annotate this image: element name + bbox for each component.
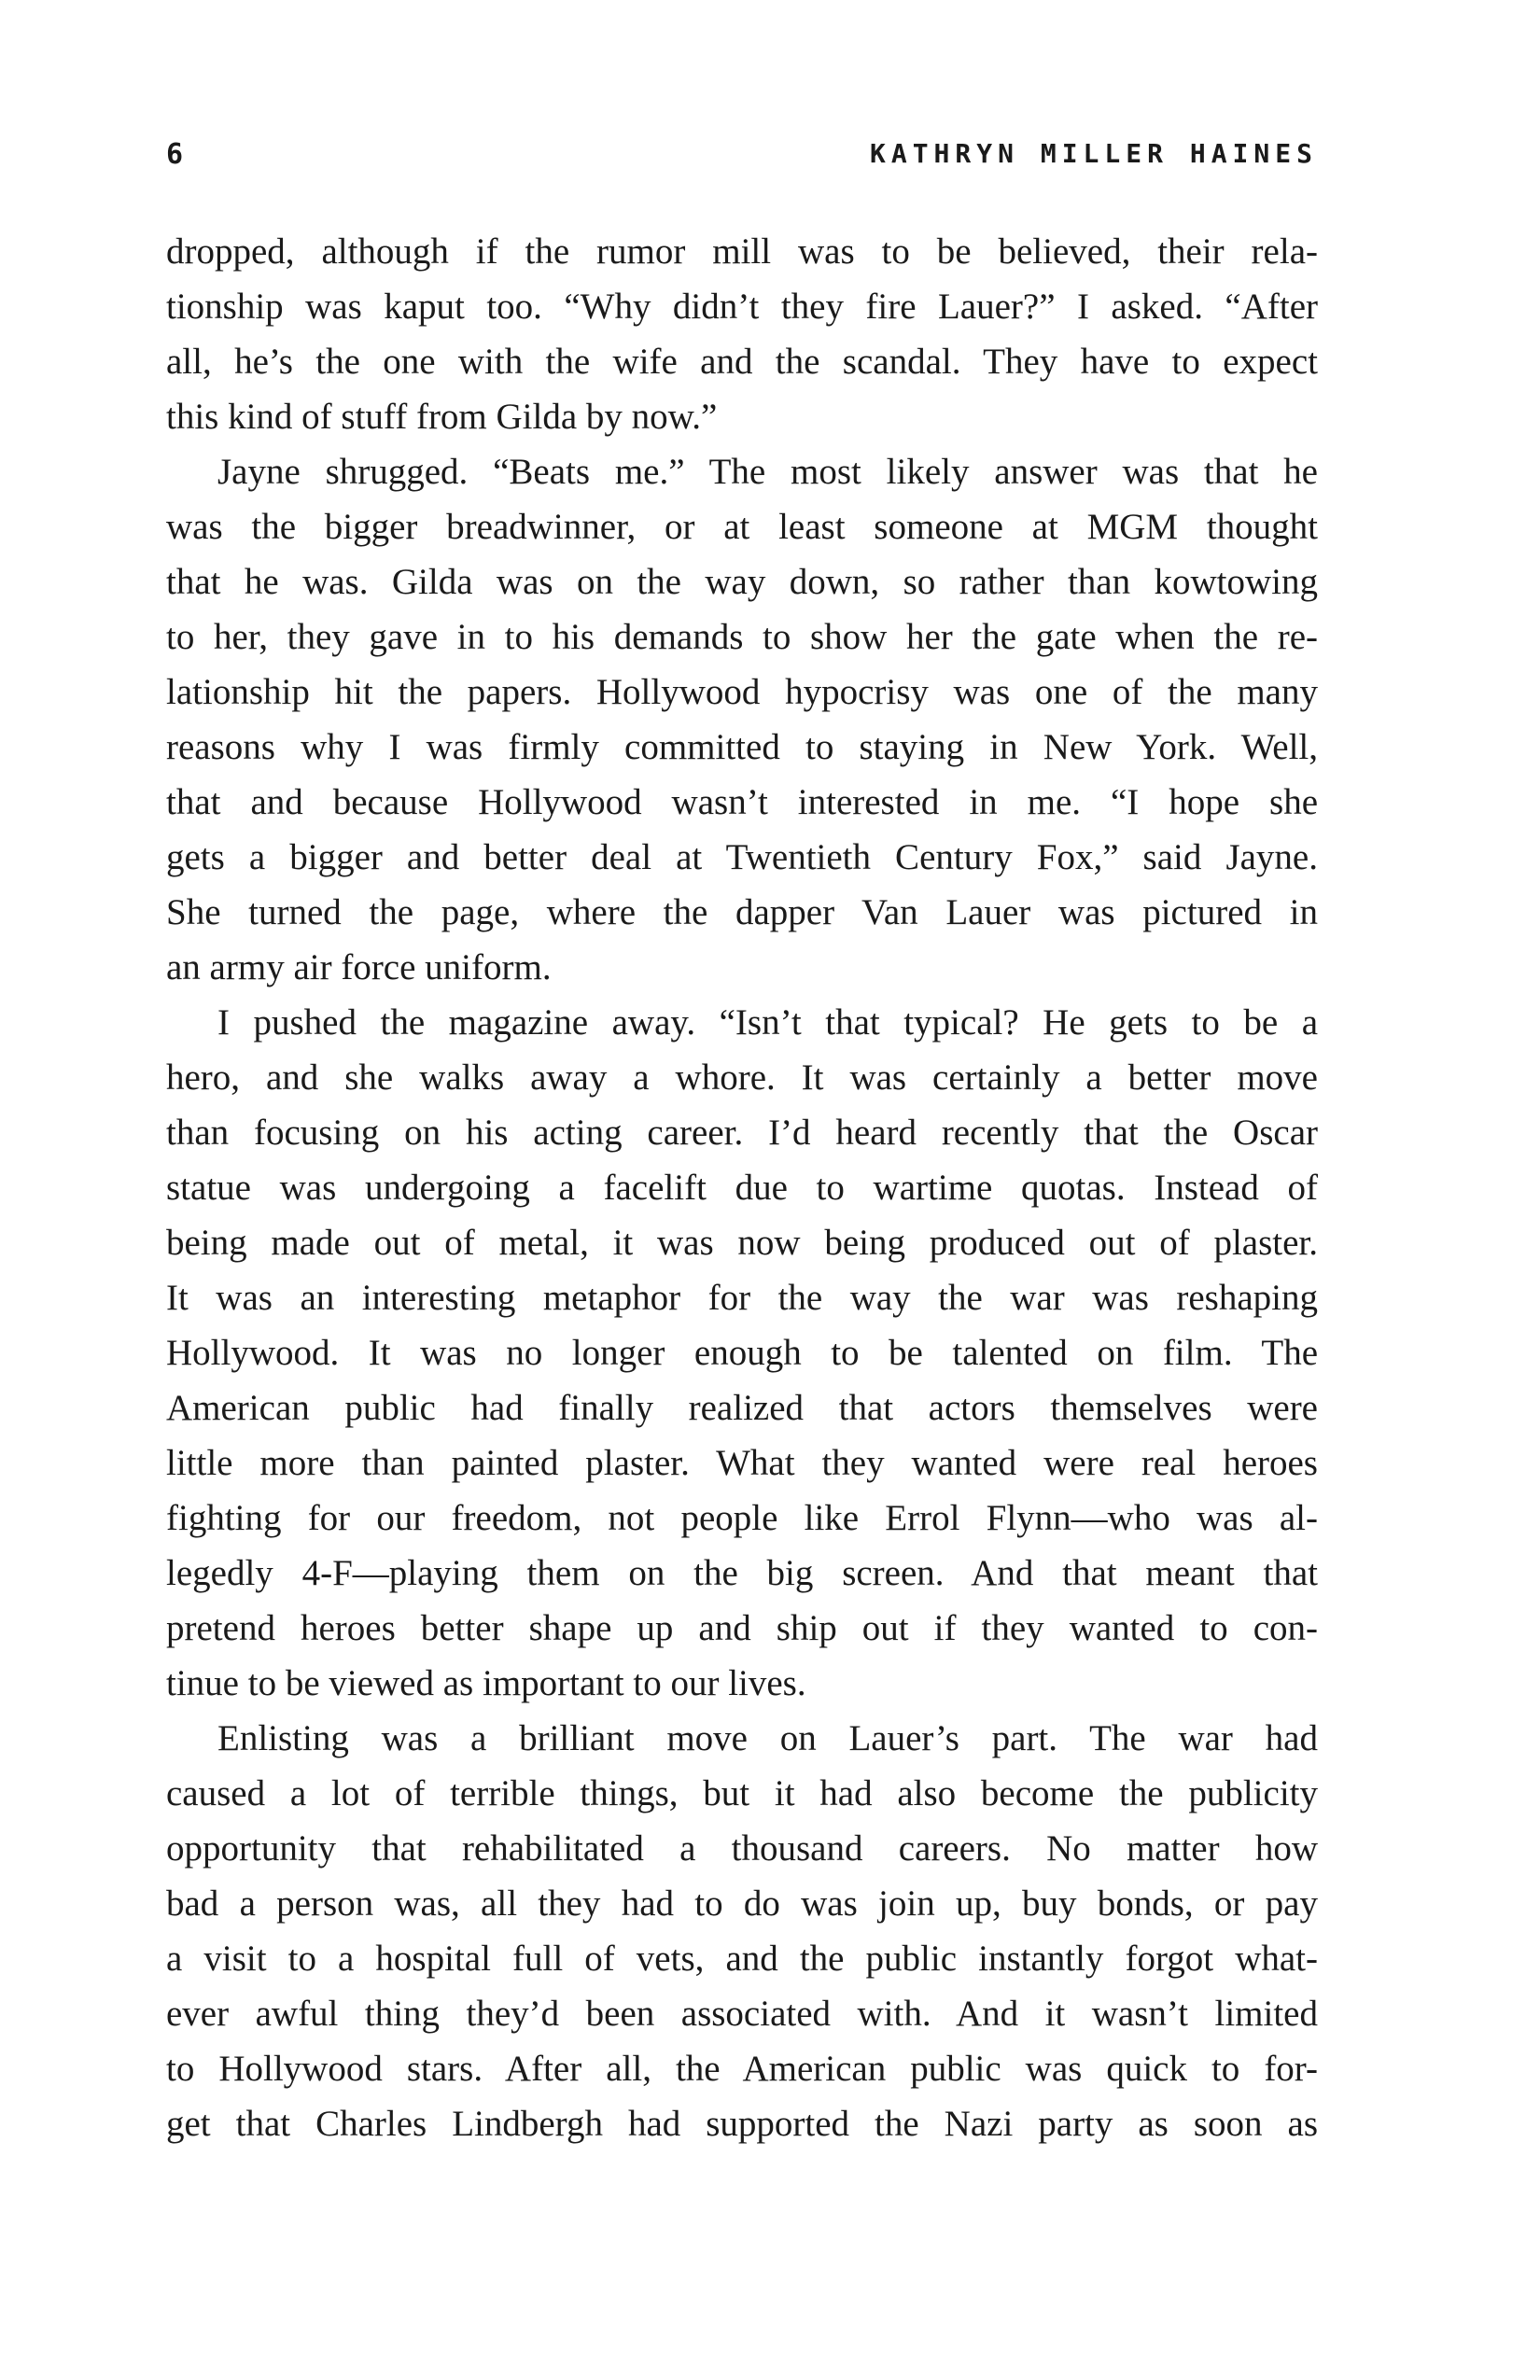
text-line: fighting for our freedom, not people like Errol Flynn—who was al- <box>166 1498 1318 1538</box>
text-line: tionship was kaput too. “Why didn’t they fire Lauer?” I asked. “After <box>166 287 1318 327</box>
text-line: hero, and she walks away a whore. It was certainly a better move <box>166 1057 1318 1098</box>
text-line: It was an interesting metaphor for the way the war was reshaping <box>166 1278 1318 1318</box>
text-line: legedly 4-F—playing them on the big screen. And that meant that <box>166 1553 1318 1593</box>
text-line: statue was undergoing a facelift due to wartime quotas. Instead of <box>166 1168 1318 1208</box>
text-line: that and because Hollywood wasn’t interested in me. “I hope she <box>166 782 1318 822</box>
page-number: 6 <box>166 138 186 171</box>
text-line: opportunity that rehabilitated a thousand careers. No matter how <box>166 1828 1318 1869</box>
running-head <box>166 138 1318 185</box>
text-line: pretend heroes better shape up and ship out if they wanted to con- <box>166 1608 1318 1648</box>
text-line: Hollywood. It was no longer enough to be talented on film. The <box>166 1333 1318 1373</box>
text-line: tinue to be viewed as important to our lives. <box>166 1663 806 1703</box>
text-line: get that Charles Lindbergh had supported the Nazi party as soon as <box>166 2104 1318 2144</box>
text-line: to Hollywood stars. After all, the American public was quick to for- <box>166 2049 1318 2089</box>
text-line: reasons why I was firmly committed to staying in New York. Well, <box>166 727 1318 767</box>
text-line: I pushed the magazine away. “Isn’t that typical? He gets to be a <box>217 1002 1318 1043</box>
running-title: KATHRYN MILLER HAINES <box>869 138 1318 169</box>
text-line: Enlisting was a brilliant move on Lauer’s part. The war had <box>217 1718 1318 1758</box>
text-line: little more than painted plaster. What they wanted were real heroes <box>166 1443 1318 1483</box>
text-line: bad a person was, all they had to do was join up, buy bonds, or pay <box>166 1883 1318 1924</box>
text-line: this kind of stuff from Gilda by now.” <box>166 397 718 437</box>
text-line: than focusing on his acting career. I’d heard recently that the Oscar <box>166 1113 1318 1153</box>
text-line: being made out of metal, it was now being produced out of plaster. <box>166 1223 1318 1263</box>
text-line: ever awful thing they’d been associated with. And it wasn’t limited <box>166 1994 1318 2034</box>
text-line: to her, they gave in to his demands to show her the gate when the re- <box>166 617 1318 657</box>
text-line: that he was. Gilda was on the way down, so rather than kowtowing <box>166 562 1318 602</box>
text-line: dropped, although if the rumor mill was to be believed, their rela- <box>166 231 1318 272</box>
text-line: all, he’s the one with the wife and the scandal. They have to expect <box>166 342 1318 382</box>
text-line: a visit to a hospital full of vets, and the public instantly forgot what- <box>166 1939 1318 1979</box>
text-line: American public had finally realized that actors themselves were <box>166 1388 1318 1428</box>
text-line: an army air force uniform. <box>166 947 552 987</box>
text-line: was the bigger breadwinner, or at least someone at MGM thought <box>166 507 1318 547</box>
text-line: She turned the page, where the dapper Van Lauer was pictured in <box>166 892 1318 932</box>
body-text <box>166 224 1318 2151</box>
text-line: gets a bigger and better deal at Twentieth Century Fox,” said Jayne. <box>166 837 1318 877</box>
text-line: Jayne shrugged. “Beats me.” The most likely answer was that he <box>217 452 1318 492</box>
text-line: lationship hit the papers. Hollywood hypocrisy was one of the many <box>166 672 1318 712</box>
text-line: caused a lot of terrible things, but it had also become the publicity <box>166 1773 1318 1813</box>
